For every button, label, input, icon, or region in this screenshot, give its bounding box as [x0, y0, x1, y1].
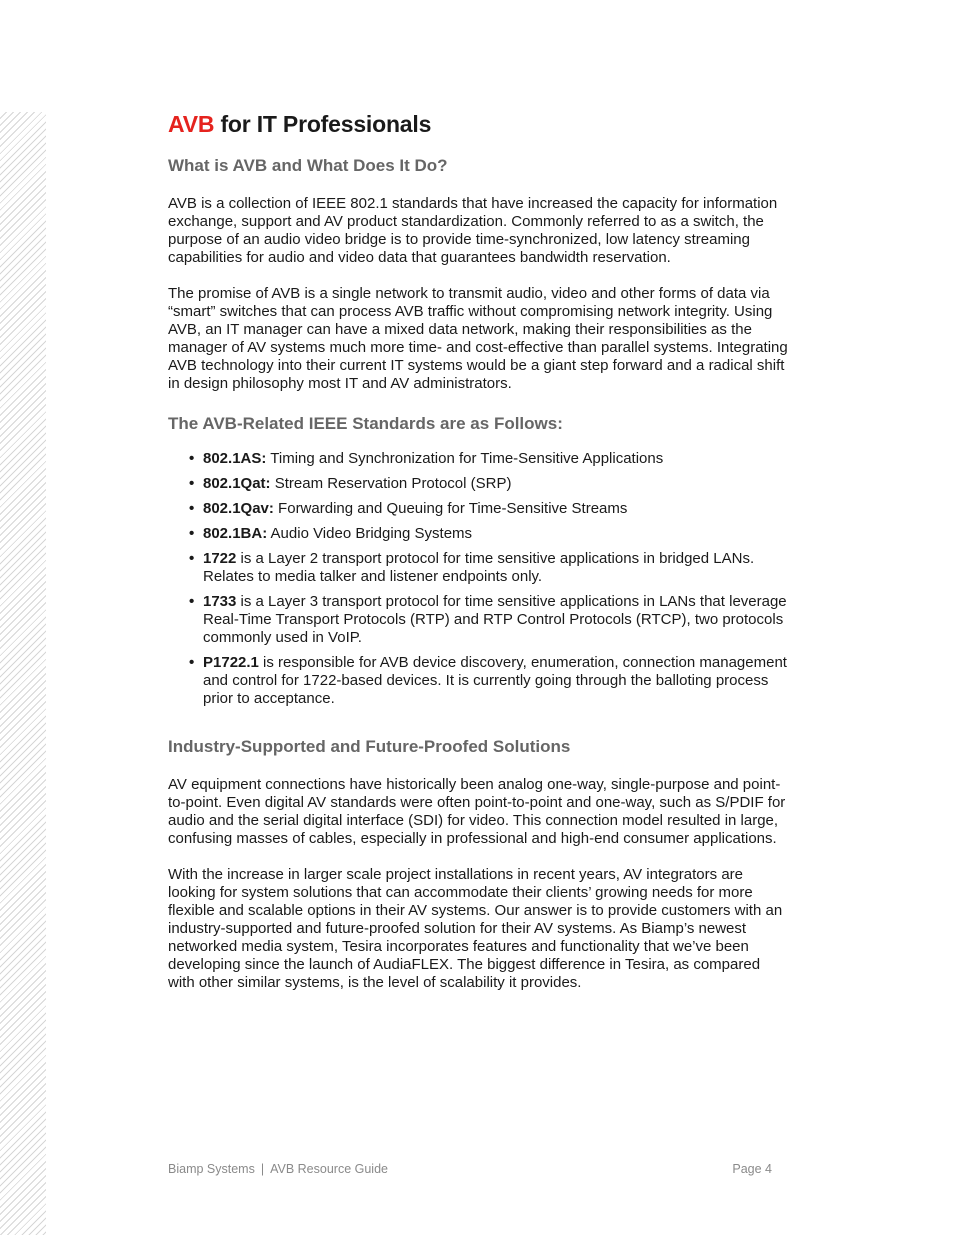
title-accent: AVB [168, 111, 215, 137]
standard-term: 802.1Qat: [203, 475, 271, 492]
bullet: • [189, 500, 195, 517]
standard-term: P1722.1 [203, 654, 259, 671]
list-item [168, 525, 788, 543]
paragraph-tesira-scalability: With the increase in larger scale project installations in recent years, AV integrators are looking for system solutions that can accommodate their clients’ growing needs for more flexible and scalable options in their AV systems. Our answer is to provide customers with an industry-supported and future-proofed solution for their AV systems. As Biamp’s newest networked media system, Tesira incorporates features and functionality that we’ve been developing since the launch of AudiaFLEX. The biggest difference in Tesira, as compared with other similar systems, is the level of scalability it provides. [168, 866, 783, 991]
standard-description: is responsible for AVB device discovery, enumeration, connection management and control for 1722-based devices. It is currently going through the balloting process prior to acceptance. [203, 654, 787, 707]
list-item [168, 475, 788, 493]
list-item [168, 550, 788, 586]
page-title [168, 110, 788, 138]
standard-term: 802.1AS: [203, 450, 267, 467]
footer-separator: | [260, 1162, 265, 1176]
standard-description: is a Layer 3 transport protocol for time sensitive applications in LANs that leverage Real-Time Transport Protocols (RTP) and RTP Control Protocols (RTCP), two protocols commonly used in VoIP. [203, 593, 787, 646]
standard-description: is a Layer 2 transport protocol for time sensitive applications in bridged LANs. Relates to media talker and listener endpoints only. [203, 550, 755, 585]
bullet: • [189, 550, 195, 567]
standard-description: Audio Video Bridging Systems [267, 525, 473, 542]
standard-description: Forwarding and Queuing for Time-Sensitive Streams [273, 500, 628, 517]
footer-document: AVB Resource Guide [270, 1162, 388, 1176]
paragraph-avb-definition: AVB is a collection of IEEE 802.1 standards that have increased the capacity for information exchange, support and AV product standardization. Commonly referred to as a switch, the purpose of an audio video bridge is to provide time-synchronized, low latency streaming capabilities for audio and video data that guarantees bandwidth reservation. [168, 195, 778, 266]
standard-term: 1733 [203, 593, 237, 610]
footer-company: Biamp Systems [168, 1162, 255, 1176]
list-item [168, 450, 788, 468]
standard-description: Stream Reservation Protocol (SRP) [270, 475, 512, 492]
section-heading-ieee-standards: The AVB-Related IEEE Standards are as Follows: [168, 414, 563, 433]
standard-term: 802.1Qav: [203, 500, 274, 517]
standard-term: 1722 [203, 550, 237, 567]
bullet: • [189, 450, 195, 467]
bullet: • [189, 525, 195, 542]
page-content [168, 110, 788, 992]
paragraph-avb-promise: The promise of AVB is a single network to transmit audio, video and other forms of data via “smart” switches that can process AVB traffic without compromising network integrity. Using AVB, an IT manager can have a mixed data network, making their responsibilities as the manager of AV systems much more time- and cost-effective than parallel systems. Integrating AVB technology into their current IT systems would be a giant step forward and a radical shift in design philosophy most IT and AV administrators. [168, 285, 788, 392]
page-footer [168, 1162, 772, 1176]
bullet: • [189, 654, 195, 671]
footer-source [168, 1162, 388, 1176]
section-heading-what-is-avb: What is AVB and What Does It Do? [168, 156, 448, 175]
list-item [168, 593, 788, 647]
standard-term: 802.1BA: [203, 525, 268, 542]
standard-description: Timing and Synchronization for Time-Sensitive Applications [266, 450, 664, 467]
bullet: • [189, 593, 195, 610]
decorative-side-stripes [0, 112, 46, 1235]
paragraph-analog-history: AV equipment connections have historically been analog one-way, single-purpose and point-to-point. Even digital AV standards were often point-to-point and one-way, such as S/PDIF for audio and the serial digital interface (SDI) for video. This connection model resulted in large, confusing masses of cables, especially in professional and high-end consumer applications. [168, 776, 786, 847]
standards-list [168, 450, 788, 708]
list-item [168, 500, 788, 518]
bullet: • [189, 475, 195, 492]
title-rest: for IT Professionals [214, 111, 432, 137]
page-number: Page 4 [732, 1162, 772, 1176]
section-heading-industry-solutions: Industry-Supported and Future-Proofed Solutions [168, 737, 571, 756]
list-item [168, 654, 788, 708]
